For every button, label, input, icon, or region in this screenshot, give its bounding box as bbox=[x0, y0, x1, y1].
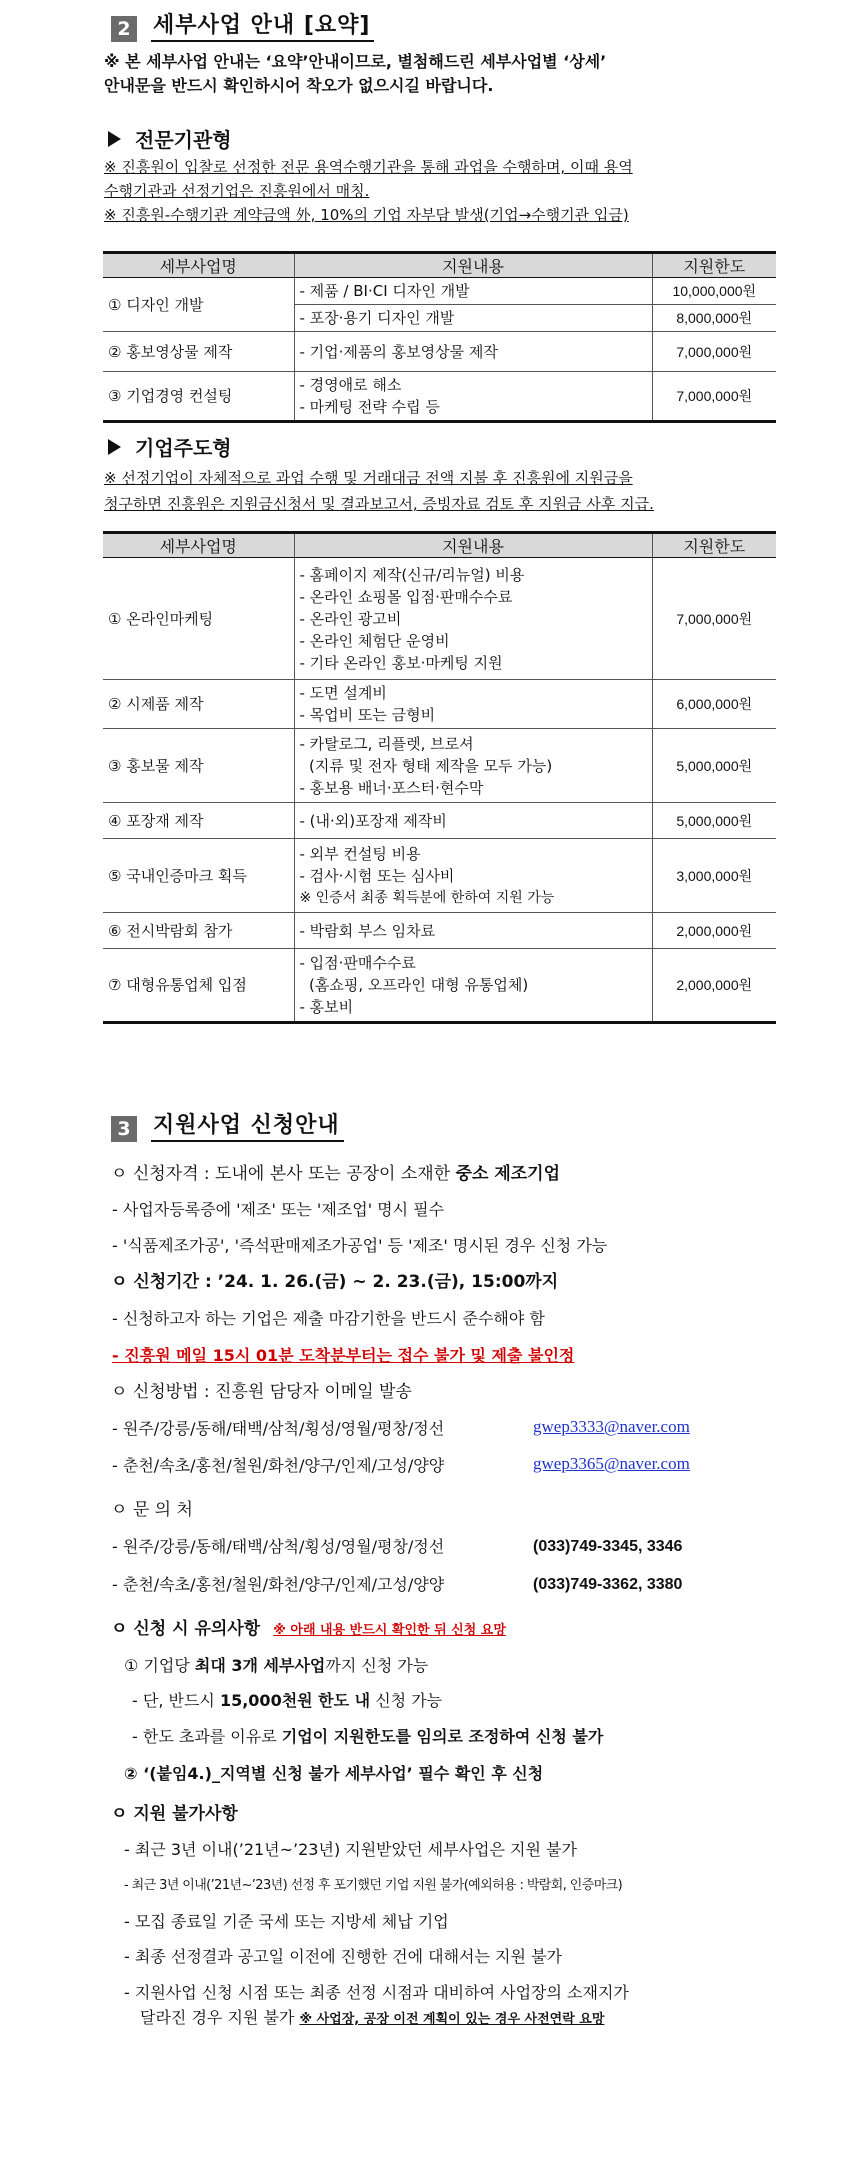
row-content: - 포장·용기 디자인 개발 bbox=[294, 305, 652, 332]
content-line: - 홈페이지 제작(신규/리뉴얼) 비용 bbox=[299, 565, 525, 584]
row-name: ② 시제품 제작 bbox=[103, 680, 294, 729]
table-row bbox=[103, 680, 776, 729]
section3-title: 지원사업 신청안내 bbox=[151, 1108, 344, 1142]
contact-row: - 원주/강릉/동해/태백/삼척/횡성/영월/평창/정선 bbox=[112, 1537, 445, 1556]
content-line: ※ 인증서 최종 획득분에 한하여 지원 가능 bbox=[299, 889, 555, 906]
content-line: - (내·외)포장재 제작비 bbox=[299, 811, 447, 830]
ineligible-item: - 최종 선정결과 공고일 이전에 진행한 건에 대해서는 지원 불가 bbox=[124, 1947, 562, 1966]
row-content bbox=[294, 729, 652, 803]
expert-heading-text: 전문기관형 bbox=[135, 128, 232, 152]
table-row bbox=[103, 803, 776, 839]
section2-notice bbox=[104, 50, 784, 98]
period-label: ㅇ 신청기간 : ’24. 1. 26.(금) ~ 2. 23.(금), 15:00까지 bbox=[111, 1272, 559, 1292]
contact-row: - 춘천/속초/홍천/철원/화천/양구/인제/고성/양양 bbox=[112, 1575, 445, 1594]
section2-title: 세부사업 안내 [요약] bbox=[151, 8, 374, 42]
content-line: - 외부 컨설팅 비용 bbox=[299, 844, 421, 863]
content-line: - 도면 설계비 bbox=[299, 684, 387, 702]
content-line: - 입점·판매수수료 bbox=[299, 954, 416, 972]
row-limit: 7,000,000원 bbox=[652, 372, 776, 422]
expert-heading bbox=[108, 124, 232, 153]
table-row bbox=[103, 729, 776, 803]
row-name: ④ 포장재 제작 bbox=[103, 803, 294, 839]
col-limit: 지원한도 bbox=[652, 253, 776, 278]
contact-phone-1: (033)749-3345, 3346 bbox=[533, 1538, 683, 1555]
row-name: ① 온라인마케팅 bbox=[103, 558, 294, 680]
caution-text: 신청 가능 bbox=[370, 1691, 443, 1710]
caution-bold: 최대 3개 세부사업 bbox=[194, 1656, 326, 1675]
period-warning: - 진흥원 메일 15시 01분 도착분부터는 접수 불가 및 제출 불인정 bbox=[112, 1346, 575, 1365]
expert-table bbox=[103, 251, 776, 423]
row-limit: 5,000,000원 bbox=[652, 729, 776, 803]
col-name: 세부사업명 bbox=[103, 533, 294, 558]
company-note-line1: ※ 선정기업이 자체적으로 과업 수행 및 거래대금 전액 지불 후 진흥원에 지원금을 bbox=[104, 469, 633, 487]
row-content bbox=[294, 372, 652, 422]
email-link-1[interactable]: gwep3333@naver.com bbox=[533, 1417, 690, 1436]
company-heading-text: 기업주도형 bbox=[135, 436, 232, 460]
row-name: ⑥ 전시박람회 참가 bbox=[103, 913, 294, 949]
company-table bbox=[103, 531, 776, 1024]
company-notes bbox=[104, 465, 654, 517]
expert-notes bbox=[104, 155, 633, 227]
content-line: - 온라인 광고비 bbox=[299, 609, 402, 628]
caution-label: ㅇ 신청 시 유의사항 bbox=[111, 1619, 261, 1639]
expert-note1-line2: 수행기관과 선정기업은 진흥원에서 매칭. bbox=[104, 182, 370, 200]
row-name: ⑤ 국내인증마크 획득 bbox=[103, 839, 294, 913]
row-content bbox=[294, 680, 652, 729]
table-row bbox=[103, 913, 776, 949]
section3-header bbox=[111, 1108, 344, 1142]
col-content: 지원내용 bbox=[294, 533, 652, 558]
caution-item1-d2 bbox=[132, 1727, 603, 1747]
section2-header bbox=[111, 8, 374, 42]
row-content: - 제품 / BI·CI 디자인 개발 bbox=[294, 278, 652, 305]
row-limit: 7,000,000원 bbox=[652, 558, 776, 680]
section3-number: 3 bbox=[111, 1116, 137, 1142]
eligibility-detail: - 사업자등록증에 '제조' 또는 '제조업' 명시 필수 bbox=[112, 1200, 445, 1219]
caution-item2: ② ‘(붙임4.)_지역별 신청 불가 세부사업’ 필수 확인 후 신청 bbox=[124, 1764, 544, 1783]
table-header-row bbox=[103, 533, 776, 558]
row-limit: 5,000,000원 bbox=[652, 803, 776, 839]
row-limit: 7,000,000원 bbox=[652, 332, 776, 372]
row-content: - 기업·제품의 홍보영상물 제작 bbox=[294, 332, 652, 372]
content-line: - 온라인 체험단 운영비 bbox=[299, 631, 450, 650]
caution-bold: 기업이 지원한도를 임의로 조정하여 신청 불가 bbox=[281, 1727, 604, 1746]
company-heading bbox=[108, 432, 232, 461]
contact-phone-2: (033)749-3362, 3380 bbox=[533, 1576, 683, 1593]
company-note-line2: 청구하면 진흥원은 지원금신청서 및 결과보고서, 증빙자료 검토 후 지원금 사후 지급. bbox=[104, 495, 654, 513]
col-limit: 지원한도 bbox=[652, 533, 776, 558]
expert-note1-line1: ※ 진흥원이 입찰로 선정한 전문 용역수행기관을 통해 과업을 수행하며, 이때 용역 bbox=[104, 158, 633, 176]
content-line: - 검사·시험 또는 심사비 bbox=[299, 866, 455, 885]
caution-text: 까지 신청 가능 bbox=[325, 1656, 429, 1675]
method-row bbox=[112, 1456, 444, 1476]
contact-label: ㅇ 문 의 처 bbox=[111, 1500, 193, 1520]
row-limit: 6,000,000원 bbox=[652, 680, 776, 729]
content-line: - 카탈로그, 리플렛, 브로셔 bbox=[299, 734, 474, 753]
content-line: - 홍보비 bbox=[299, 998, 354, 1016]
table-row bbox=[103, 839, 776, 913]
row-limit: 2,000,000원 bbox=[652, 949, 776, 1023]
table-row bbox=[103, 278, 776, 305]
row-limit: 8,000,000원 bbox=[652, 305, 776, 332]
ineligible-note: ※ 사업장, 공장 이전 계획이 있는 경우 사전연락 요망 bbox=[299, 2012, 605, 2027]
table-row bbox=[103, 372, 776, 422]
method-row bbox=[112, 1419, 444, 1439]
row-limit: 2,000,000원 bbox=[652, 913, 776, 949]
caution-bold: 15,000천원 한도 내 bbox=[219, 1691, 371, 1710]
ineligible-item: - 최근 3년 이내(’21년~’23년) 지원받았던 세부사업은 지원 불가 bbox=[124, 1840, 577, 1859]
row-name: ② 홍보영상물 제작 bbox=[103, 332, 294, 372]
notice-line2: 안내문을 반드시 확인하시어 착오가 없으시길 바랍니다. bbox=[104, 76, 494, 95]
row-content bbox=[294, 803, 652, 839]
col-content: 지원내용 bbox=[294, 253, 652, 278]
content-line: - 마케팅 전략 수립 등 bbox=[299, 398, 440, 416]
content-line: - 박람회 부스 임차료 bbox=[299, 921, 436, 940]
caution-text: - 단, 반드시 bbox=[132, 1691, 220, 1710]
eligibility-detail: - '식품제조가공', '즉석판매제조가공업' 등 '제조' 명시된 경우 신청 가능 bbox=[112, 1236, 608, 1255]
content-line: (지류 및 전자 형태 제작을 모두 가능) bbox=[299, 756, 553, 775]
content-line: - 경영애로 해소 bbox=[299, 376, 402, 394]
eligibility-bold: 중소 제조기업 bbox=[455, 1164, 561, 1184]
caution-label-row bbox=[111, 1619, 506, 1641]
notice-line1: ※ 본 세부사업 안내는 ‘요약’안내이므로, 별첨해드린 세부사업별 ‘상세’ bbox=[104, 52, 607, 71]
table-row bbox=[103, 332, 776, 372]
content-line: (홈쇼핑, 오프라인 대형 유통업체) bbox=[299, 976, 529, 994]
table-row bbox=[103, 949, 776, 1023]
triangle-bullet-icon bbox=[108, 131, 121, 147]
row-limit: 10,000,000원 bbox=[652, 278, 776, 305]
table-row bbox=[103, 558, 776, 680]
content-line: - 기타 온라인 홍보·마케팅 지원 bbox=[299, 653, 503, 672]
caution-item1-d1 bbox=[132, 1691, 442, 1711]
ineligible-item: - 모집 종료일 기준 국세 또는 지방세 체납 기업 bbox=[124, 1912, 449, 1931]
caution-item1 bbox=[124, 1656, 428, 1676]
ineligible-text: 달라진 경우 지원 불가 bbox=[140, 2008, 300, 2027]
eligibility-label-text: ㅇ 신청자격 : 도내에 본사 또는 공장이 소재한 bbox=[111, 1164, 456, 1184]
col-name: 세부사업명 bbox=[103, 253, 294, 278]
row-content bbox=[294, 949, 652, 1023]
ineligible-item: - 지원사업 신청 시점 또는 최종 선정 시점과 대비하여 사업장의 소재지가 bbox=[124, 1983, 629, 2002]
row-name: ③ 기업경영 컨설팅 bbox=[103, 372, 294, 422]
caution-text: ① 기업당 bbox=[124, 1656, 195, 1675]
table-header-row bbox=[103, 253, 776, 278]
row-content bbox=[294, 913, 652, 949]
eligibility-label bbox=[111, 1164, 560, 1184]
expert-note2: ※ 진흥원-수행기관 계약금액 外, 10%의 기업 자부담 발생(기업→수행기관 입금) bbox=[104, 206, 629, 224]
ineligible-label: ㅇ 지원 불가사항 bbox=[111, 1804, 238, 1824]
triangle-bullet-icon bbox=[108, 439, 121, 455]
row-name: ① 디자인 개발 bbox=[103, 278, 294, 332]
ineligible-item: - 최근 3년 이내(’21년~’23년) 선정 후 포기했던 기업 지원 불가(예외허용 : 박람회, 인증마크) bbox=[124, 1878, 623, 1893]
content-line: - 목업비 또는 금형비 bbox=[299, 706, 436, 724]
section2-number: 2 bbox=[111, 16, 137, 42]
content-line: - 온라인 쇼핑몰 입점·판매수수료 bbox=[299, 587, 513, 606]
method-regions: - 춘천/속초/홍천/철원/화천/양구/인제/고성/양양 bbox=[112, 1456, 445, 1475]
row-name: ③ 홍보물 제작 bbox=[103, 729, 294, 803]
row-name: ⑦ 대형유통업체 입점 bbox=[103, 949, 294, 1023]
caution-note: ※ 아래 내용 반드시 확인한 뒤 신청 요망 bbox=[273, 1623, 506, 1638]
email-link-2[interactable]: gwep3365@naver.com bbox=[533, 1454, 690, 1473]
row-content bbox=[294, 839, 652, 913]
content-line: - 홍보용 배너·포스터·현수막 bbox=[299, 778, 484, 797]
method-label: ㅇ 신청방법 : 진흥원 담당자 이메일 발송 bbox=[111, 1382, 412, 1402]
period-detail: - 신청하고자 하는 기업은 제출 마감기한을 반드시 준수해야 함 bbox=[112, 1309, 545, 1328]
caution-text: - 한도 초과를 이유로 bbox=[132, 1727, 282, 1746]
ineligible-item-cont bbox=[140, 2008, 604, 2030]
row-limit: 3,000,000원 bbox=[652, 839, 776, 913]
method-regions: - 원주/강릉/동해/태백/삼척/횡성/영월/평창/정선 bbox=[112, 1419, 445, 1438]
row-content bbox=[294, 558, 652, 680]
